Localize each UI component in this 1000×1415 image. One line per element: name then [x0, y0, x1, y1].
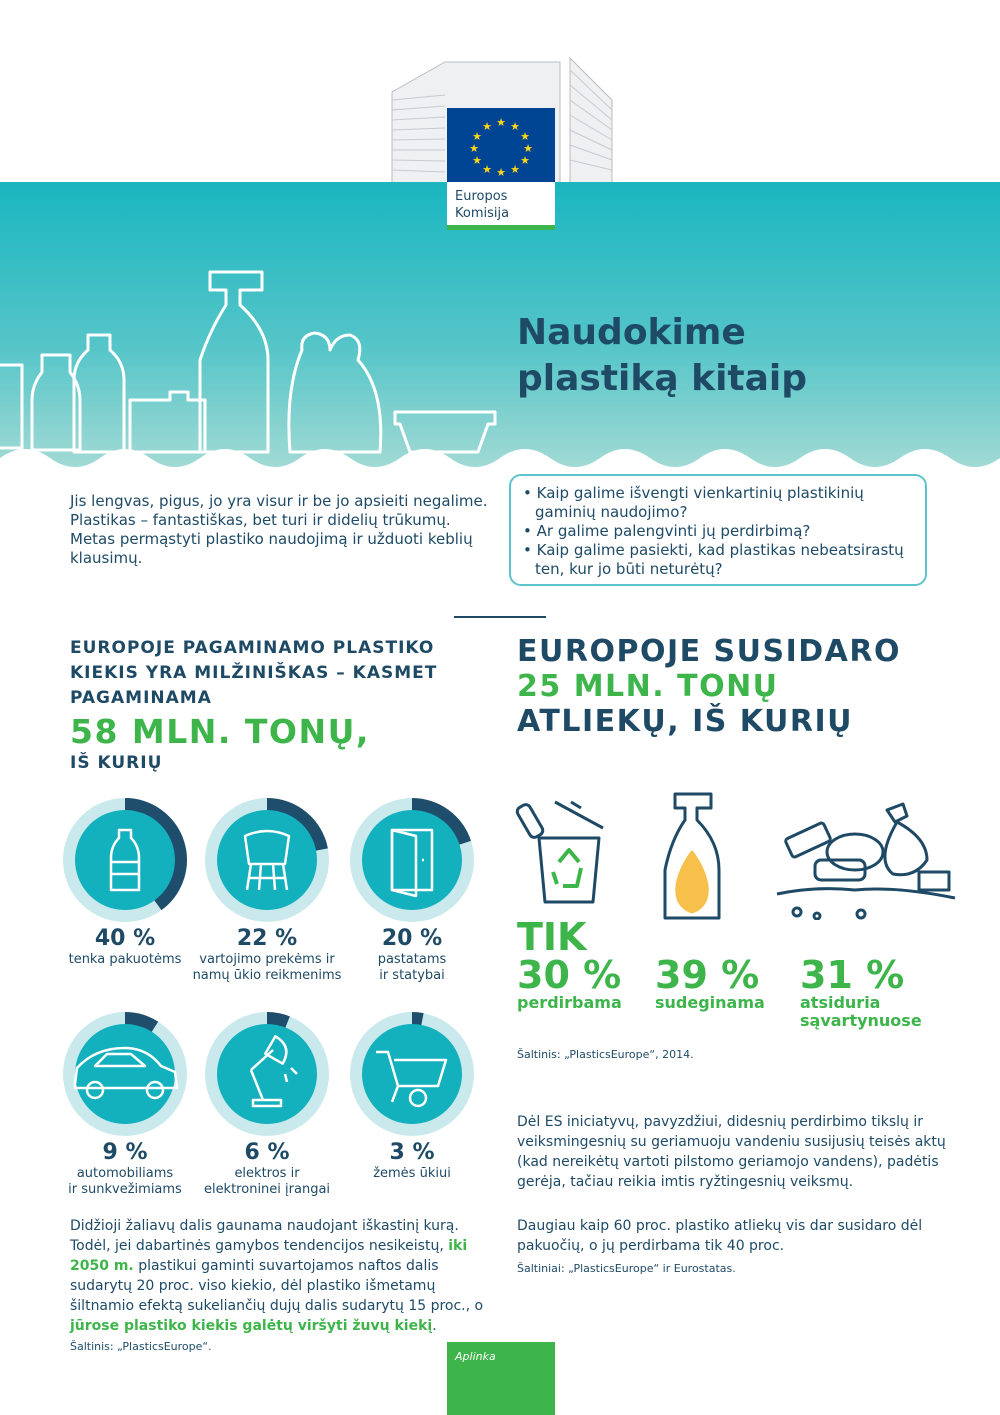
section-divider: [454, 616, 546, 618]
stat-percent: 9 %: [102, 1140, 148, 1165]
production-total: 58 MLN. TONŲ,: [70, 712, 370, 751]
tik-label: TIK: [517, 915, 587, 959]
stat-label: ir sunkvežimiams: [68, 1182, 182, 1197]
waste-source: Šaltinis: „PlasticsEurope“, 2014.: [517, 1048, 694, 1061]
production-stat: [187, 926, 347, 984]
stat-percent: 30 %: [517, 953, 622, 997]
svg-text:★: ★: [520, 130, 530, 143]
fossil-fuel-source: Šaltinis: „PlasticsEurope“.: [70, 1340, 212, 1353]
packaging-source: Šaltiniai: „PlasticsEurope“ ir Eurostatas.: [517, 1262, 736, 1275]
stat-label: pastatams: [377, 952, 447, 967]
svg-text:★: ★: [496, 166, 506, 179]
svg-text:★: ★: [482, 120, 492, 133]
waste-icons: [515, 790, 975, 920]
waste-total: 25 MLN. TONŲ: [517, 669, 779, 704]
intro-text: Jis lengvas, pigus, jo yra visur ir be jo apsieiti negalime. Plastikas – fantastiškas, bet turi ir didelių trūkumų. Metas permąstyti plastiko naudojimą ir užduoti keblių klausimų.: [70, 492, 488, 567]
stat-label: elektros ir: [234, 1166, 300, 1181]
logo-green-bar: [447, 225, 555, 230]
hero-banner: [0, 0, 1000, 480]
packaging-paragraph: Daugiau kaip 60 proc. plastiko atliekų vis dar susidaro dėl pakuočių, o jų perdirbama tik 40 proc.: [517, 1218, 923, 1254]
stat-label: vartojimo prekėms ir: [199, 952, 335, 967]
question-item: • Ar galime palengvinti jų perdirbimą?: [523, 522, 913, 541]
waste-stat-landfilled: [800, 953, 922, 1030]
stat-label: namų ūkio reikmenims: [192, 968, 342, 983]
stat-percent: 40 %: [94, 926, 156, 951]
waste-stat-incinerated: [655, 953, 765, 1012]
donut-chart: [205, 1012, 329, 1136]
svg-text:★: ★: [496, 116, 506, 129]
stat-percent: 6 %: [244, 1140, 290, 1165]
eu-flag-icon: [447, 108, 555, 182]
stat-label: elektroninei įrangai: [203, 1182, 331, 1197]
donut-chart: [350, 1012, 474, 1136]
production-stat: [332, 1140, 492, 1182]
svg-text:★: ★: [472, 154, 482, 167]
svg-text:★: ★: [472, 130, 482, 143]
burning-spray-bottle-icon: [665, 794, 719, 918]
svg-text:★: ★: [520, 154, 530, 167]
questions-list: [523, 484, 913, 579]
landfill-icon: [777, 804, 955, 919]
production-stat: [45, 1140, 205, 1198]
stat-label: sudeginama: [655, 993, 765, 1012]
donut-chart: [63, 798, 187, 922]
stat-label: žemės ūkiui: [373, 1166, 451, 1181]
hero-illustration: [0, 0, 1000, 480]
stat-percent: 31 %: [800, 953, 905, 997]
eu-commission-logo: [447, 108, 555, 230]
stat-label: sąvartynuose: [800, 1011, 922, 1030]
stat-label: perdirbama: [517, 993, 622, 1012]
eu-initiatives-paragraph: Dėl ES iniciatyvų, pavyzdžiui, didesnių perdirbimo tikslų ir veiksmingesnių su geriamuoju vandeniu susijusių teisės aktų (kad nereikėtų vartoti pilstomo geriamojo vandens), padėtis gerėja, tačiau reikia imtis ryžtingesnių veiksmų.: [517, 1114, 946, 1190]
svg-text:★: ★: [510, 120, 520, 133]
logo-text: Europos Komisija: [455, 189, 510, 221]
production-stat: [45, 926, 205, 968]
footer-topic-badge: [447, 1342, 555, 1415]
donut-chart: [63, 1012, 187, 1136]
page-title: Naudokime plastiką kitaip: [517, 312, 808, 399]
stat-label: automobiliams: [76, 1166, 174, 1181]
svg-text:★: ★: [510, 163, 520, 176]
waste-heading: EUROPOJE SUSIDARO 25 MLN. TONŲ ATLIEKŲ, IŠ KURIŲ: [517, 634, 957, 739]
stat-label: tenka pakuotėms: [68, 952, 182, 967]
production-stat: [187, 1140, 347, 1198]
donut-center: [75, 1024, 175, 1124]
waste-stat-recycled: [517, 915, 622, 1012]
stat-percent: 20 %: [381, 926, 443, 951]
stat-label: atsiduria: [800, 993, 881, 1012]
donut-center: [362, 1024, 462, 1124]
donut-center: [217, 1024, 317, 1124]
fossil-fuel-paragraph: Didžioji žaliavų dalis gaunama naudojant iškastinį kurą. Todėl, jei dabartinės gamybos tendencijos nesikeistų, iki 2050 m. plastikui gaminti suvartojamos naftos dalis sudarytų 20 proc. viso kiekio, dėl plastiko išmetamų šiltnamio efektą sukeliančių dujų dalis sudarytų 15 proc., o jūrose plastiko kiekis galėtų viršyti žuvų kiekį.: [70, 1218, 484, 1334]
stat-percent: 3 %: [389, 1140, 435, 1165]
questions-speech-bubble: [509, 474, 927, 586]
donut-center: [217, 810, 317, 910]
production-heading: EUROPOJE PAGAMINAMO PLASTIKO KIEKIS YRA MILŽINIŠKAS – KASMET PAGAMINAMA 58 MLN. TONŲ, IŠ KURIŲ: [70, 636, 490, 776]
svg-text:★: ★: [469, 142, 479, 155]
svg-text:★: ★: [523, 142, 533, 155]
donut-chart: [350, 798, 474, 922]
svg-text:★: ★: [482, 163, 492, 176]
question-item: • Kaip galime išvengti vienkartinių plastikinių gaminių naudojimo?: [523, 484, 913, 522]
stat-percent: 22 %: [236, 926, 298, 951]
donut-center: [75, 810, 175, 910]
donut-chart: [205, 798, 329, 922]
stat-label: ir statybai: [379, 968, 445, 983]
recycle-bin-icon: [515, 802, 603, 902]
question-item: • Kaip galime pasiekti, kad plastikas nebeatsirastų ten, kur jo būti neturėtų?: [523, 541, 913, 579]
footer-topic-label: Aplinka: [455, 1350, 496, 1363]
production-stat: [332, 926, 492, 984]
stat-percent: 39 %: [655, 953, 760, 997]
